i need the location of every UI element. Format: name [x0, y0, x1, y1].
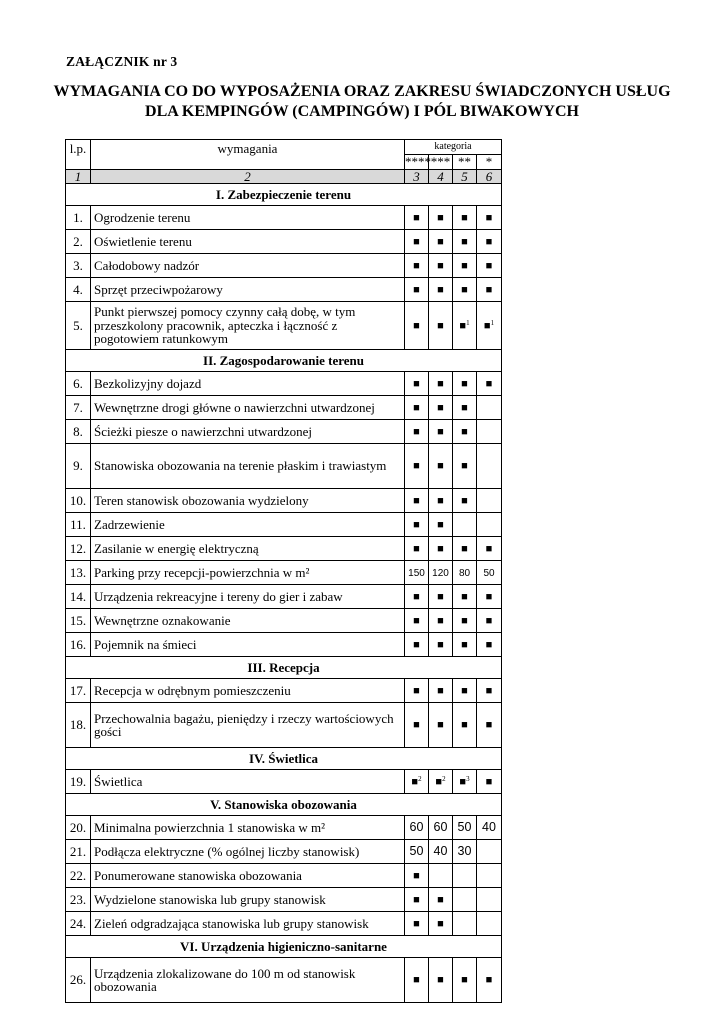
required-mark-icon: ■	[413, 283, 420, 296]
row-number: 10.	[66, 489, 91, 513]
category-cell	[453, 420, 477, 444]
required-mark-icon: ■	[437, 401, 444, 414]
category-cell	[429, 489, 453, 513]
category-cell	[453, 489, 477, 513]
category-cell	[477, 206, 502, 230]
required-mark-icon: ■	[413, 614, 420, 627]
table-row	[66, 489, 502, 513]
requirement-text: Stanowiska obozowania na terenie płaskim i trawiastym	[91, 444, 405, 489]
category-cell	[405, 633, 429, 657]
category-cell	[477, 254, 502, 278]
category-cell	[453, 770, 477, 794]
requirement-text: Zieleń odgradzająca stanowiska lub grupy stanowisk	[91, 912, 405, 936]
required-mark-icon: ■	[461, 283, 468, 296]
row-number: 3.	[66, 254, 91, 278]
required-mark-icon: ■	[437, 377, 444, 390]
footnote-ref: 1	[466, 318, 470, 327]
row-number: 23.	[66, 888, 91, 912]
category-cell	[453, 912, 477, 936]
col-lp-header: l.p.	[66, 140, 91, 170]
category-cell	[405, 840, 429, 864]
required-mark-icon: ■	[437, 283, 444, 296]
required-mark-icon: ■	[485, 638, 493, 651]
category-cell	[453, 816, 477, 840]
col-category-header: kategoria	[405, 140, 502, 155]
requirement-text: Oświetlenie terenu	[91, 230, 405, 254]
table-row	[66, 633, 502, 657]
requirement-text: Ponumerowane stanowiska obozowania	[91, 864, 405, 888]
category-cell	[453, 585, 477, 609]
category-cell	[477, 278, 502, 302]
category-cell	[429, 864, 453, 888]
col-num-5: 5	[453, 169, 477, 184]
category-cell	[453, 254, 477, 278]
required-mark-icon: ■	[437, 425, 444, 438]
requirement-text: Zasilanie w energię elektryczną	[91, 537, 405, 561]
table-row	[66, 444, 502, 489]
category-cell	[453, 537, 477, 561]
required-mark-icon: ■	[485, 590, 493, 603]
category-cell	[429, 912, 453, 936]
category-cell	[453, 679, 477, 703]
category-cell	[405, 206, 429, 230]
required-mark-icon: ■	[461, 638, 468, 651]
requirement-text: Wewnętrzne oznakowanie	[91, 609, 405, 633]
category-cell	[477, 302, 502, 350]
required-mark-icon: ■	[459, 775, 467, 788]
category-cell	[405, 864, 429, 888]
required-mark-icon: ■	[411, 775, 419, 788]
category-cell	[429, 302, 453, 350]
required-mark-icon: ■	[437, 917, 444, 930]
required-mark-icon: ■	[435, 775, 443, 788]
section-title: IV. Świetlica	[66, 748, 502, 770]
table-row	[66, 679, 502, 703]
category-cell	[405, 444, 429, 489]
table-row	[66, 206, 502, 230]
footnote-ref: 2	[442, 774, 446, 783]
category-cell	[477, 912, 502, 936]
table-row	[66, 230, 502, 254]
requirement-text: Świetlica	[91, 770, 405, 794]
section-header	[66, 794, 502, 816]
category-cell	[477, 513, 502, 537]
category-cell	[429, 770, 453, 794]
annex-label: ZAŁĄCZNIK nr 3	[66, 54, 178, 69]
table-row	[66, 888, 502, 912]
col-num-1: 1	[66, 169, 91, 184]
category-cell	[453, 958, 477, 1003]
category-cell	[429, 840, 453, 864]
required-mark-icon: ■	[413, 460, 420, 473]
requirement-text: Bezkolizyjny dojazd	[91, 372, 405, 396]
table-row	[66, 396, 502, 420]
category-cell	[405, 230, 429, 254]
category-cell	[429, 513, 453, 537]
row-number: 9.	[66, 444, 91, 489]
category-cell	[453, 206, 477, 230]
required-mark-icon: ■	[437, 542, 444, 555]
category-cell	[429, 278, 453, 302]
row-number: 15.	[66, 609, 91, 633]
required-mark-icon: ■	[413, 638, 420, 651]
category-cell	[477, 609, 502, 633]
row-number: 8.	[66, 420, 91, 444]
category-cell	[477, 770, 502, 794]
category-cell	[429, 444, 453, 489]
category-value: 50	[457, 820, 472, 835]
required-mark-icon: ■	[485, 614, 493, 627]
category-value: 40	[433, 844, 448, 859]
row-number: 1.	[66, 206, 91, 230]
col-num-6: 6	[477, 169, 502, 184]
required-mark-icon: ■	[461, 259, 468, 272]
category-cell	[477, 585, 502, 609]
table-row	[66, 816, 502, 840]
col-num-2: 2	[91, 169, 405, 184]
category-cell	[429, 633, 453, 657]
row-number: 26.	[66, 958, 91, 1003]
section-header	[66, 184, 502, 206]
row-number: 18.	[66, 703, 91, 748]
section-header	[66, 748, 502, 770]
table-row	[66, 864, 502, 888]
category-cell	[477, 703, 502, 748]
required-mark-icon: ■	[413, 259, 420, 272]
category-value: 30	[457, 844, 472, 859]
required-mark-icon: ■	[483, 319, 491, 332]
row-number: 12.	[66, 537, 91, 561]
category-cell	[405, 679, 429, 703]
category-cell	[405, 561, 429, 585]
category-cell	[429, 537, 453, 561]
category-cell	[405, 703, 429, 748]
requirement-text: Minimalna powierzchnia 1 stanowiska w m²	[91, 816, 405, 840]
category-cell	[429, 254, 453, 278]
requirement-text: Wewnętrzne drogi główne o nawierzchni utwardzonej	[91, 396, 405, 420]
requirement-text: Przechowalnia bagażu, pieniędzy i rzeczy wartościowych gości	[91, 703, 405, 748]
required-mark-icon: ■	[413, 235, 420, 248]
category-cell	[477, 372, 502, 396]
table-row	[66, 585, 502, 609]
category-cell	[453, 278, 477, 302]
required-mark-icon: ■	[461, 494, 468, 507]
required-mark-icon: ■	[413, 401, 420, 414]
required-mark-icon: ■	[461, 684, 468, 697]
table-row	[66, 840, 502, 864]
required-mark-icon: ■	[461, 974, 468, 987]
document-title: WYMAGANIA CO DO WYPOSAŻENIA ORAZ ZAKRESU ŚWIADCZONYCH USŁUG DLA KEMPINGÓW (CAMPINGÓW) I PÓL BIWAKOWYCH	[53, 83, 671, 120]
required-mark-icon: ■	[437, 893, 444, 906]
requirement-text: Zadrzewienie	[91, 513, 405, 537]
required-mark-icon: ■	[413, 518, 420, 531]
category-cell	[477, 489, 502, 513]
required-mark-icon: ■	[413, 425, 420, 438]
table-row	[66, 703, 502, 748]
row-number: 4.	[66, 278, 91, 302]
category-cell	[477, 840, 502, 864]
required-mark-icon: ■	[461, 719, 468, 732]
requirement-text: Ścieżki piesze o nawierzchni utwardzonej	[91, 420, 405, 444]
category-cell	[429, 816, 453, 840]
required-mark-icon: ■	[461, 211, 468, 224]
category-cell	[453, 864, 477, 888]
category-cell	[405, 513, 429, 537]
category-cell	[453, 396, 477, 420]
category-cell	[405, 816, 429, 840]
category-cell	[429, 585, 453, 609]
row-number: 21.	[66, 840, 91, 864]
required-mark-icon: ■	[413, 719, 420, 732]
category-cell	[453, 302, 477, 350]
category-cell	[405, 420, 429, 444]
category-cell	[405, 609, 429, 633]
required-mark-icon: ■	[485, 377, 493, 390]
category-cell	[477, 561, 502, 585]
category-cell	[405, 396, 429, 420]
category-value: 60	[409, 820, 424, 835]
category-cell	[477, 888, 502, 912]
category-cell	[405, 302, 429, 350]
star-2: **	[453, 155, 477, 170]
category-value: 60	[433, 820, 448, 835]
required-mark-icon: ■	[485, 684, 493, 697]
requirement-text: Parking przy recepcji-powierzchnia w m²	[91, 561, 405, 585]
row-number: 24.	[66, 912, 91, 936]
category-cell	[429, 372, 453, 396]
category-cell	[453, 633, 477, 657]
category-cell	[477, 537, 502, 561]
category-cell	[453, 561, 477, 585]
category-cell	[429, 230, 453, 254]
table-row	[66, 302, 502, 350]
requirement-text: Całodobowy nadzór	[91, 254, 405, 278]
section-header	[66, 350, 502, 372]
required-mark-icon: ■	[461, 401, 468, 414]
required-mark-icon: ■	[485, 719, 493, 732]
required-mark-icon: ■	[437, 494, 444, 507]
category-cell	[477, 396, 502, 420]
category-cell	[405, 958, 429, 1003]
requirement-text: Sprzęt przeciwpożarowy	[91, 278, 405, 302]
category-cell	[429, 679, 453, 703]
required-mark-icon: ■	[485, 235, 493, 248]
row-number: 5.	[66, 302, 91, 350]
category-cell	[453, 444, 477, 489]
requirement-text: Urządzenia rekreacyjne i tereny do gier i zabaw	[91, 585, 405, 609]
required-mark-icon: ■	[437, 319, 444, 332]
table-row	[66, 420, 502, 444]
required-mark-icon: ■	[437, 211, 444, 224]
category-cell	[477, 679, 502, 703]
required-mark-icon: ■	[461, 235, 468, 248]
row-number: 2.	[66, 230, 91, 254]
category-value: 50	[409, 844, 424, 859]
category-cell	[405, 372, 429, 396]
row-number: 6.	[66, 372, 91, 396]
row-number: 14.	[66, 585, 91, 609]
requirement-text: Pojemnik na śmieci	[91, 633, 405, 657]
section-header	[66, 936, 502, 958]
category-cell	[405, 254, 429, 278]
required-mark-icon: ■	[485, 283, 493, 296]
table-row	[66, 561, 502, 585]
required-mark-icon: ■	[437, 518, 444, 531]
required-mark-icon: ■	[437, 719, 444, 732]
star-1: *	[477, 155, 502, 170]
required-mark-icon: ■	[437, 638, 444, 651]
section-title: III. Recepcja	[66, 657, 502, 679]
requirement-text: Urządzenia zlokalizowane do 100 m od stanowisk obozowania	[91, 958, 405, 1003]
requirements-table	[65, 139, 502, 1003]
required-mark-icon: ■	[437, 590, 444, 603]
requirement-text: Punkt pierwszej pomocy czynny całą dobę, w tym przeszkolony pracownik, apteczka i łączność z pogotowiem ratunkowym	[91, 302, 405, 350]
category-cell	[477, 230, 502, 254]
required-mark-icon: ■	[413, 893, 420, 906]
row-number: 22.	[66, 864, 91, 888]
required-mark-icon: ■	[461, 425, 468, 438]
category-cell	[405, 770, 429, 794]
row-number: 16.	[66, 633, 91, 657]
col-req-header: wymagania	[91, 140, 405, 170]
table-row	[66, 912, 502, 936]
row-number: 20.	[66, 816, 91, 840]
footnote-ref: 1	[490, 318, 495, 327]
required-mark-icon: ■	[437, 460, 444, 473]
required-mark-icon: ■	[485, 775, 493, 788]
category-cell	[477, 444, 502, 489]
category-cell	[453, 513, 477, 537]
required-mark-icon: ■	[413, 684, 420, 697]
category-value: 80	[458, 567, 471, 579]
required-mark-icon: ■	[413, 869, 420, 882]
required-mark-icon: ■	[413, 917, 420, 930]
category-cell	[405, 585, 429, 609]
category-cell	[429, 958, 453, 1003]
section-title: II. Zagospodarowanie terenu	[66, 350, 502, 372]
category-cell	[477, 420, 502, 444]
requirement-text: Wydzielone stanowiska lub grupy stanowisk	[91, 888, 405, 912]
row-number: 17.	[66, 679, 91, 703]
required-mark-icon: ■	[413, 319, 420, 332]
requirement-text: Ogrodzenie terenu	[91, 206, 405, 230]
star-3: ***	[429, 155, 453, 170]
table-row	[66, 372, 502, 396]
category-cell	[405, 912, 429, 936]
section-header	[66, 657, 502, 679]
category-cell	[405, 888, 429, 912]
table-row	[66, 278, 502, 302]
required-mark-icon: ■	[413, 377, 420, 390]
category-cell	[477, 633, 502, 657]
section-title: VI. Urządzenia higieniczno-sanitarne	[66, 936, 502, 958]
category-cell	[477, 864, 502, 888]
category-cell	[453, 372, 477, 396]
required-mark-icon: ■	[485, 542, 493, 555]
required-mark-icon: ■	[413, 542, 420, 555]
required-mark-icon: ■	[459, 319, 467, 332]
table-row	[66, 254, 502, 278]
category-cell	[453, 888, 477, 912]
section-title: V. Stanowiska obozowania	[66, 794, 502, 816]
category-cell	[405, 489, 429, 513]
table-header-row	[66, 140, 502, 155]
required-mark-icon: ■	[437, 235, 444, 248]
category-cell	[405, 278, 429, 302]
required-mark-icon: ■	[485, 259, 493, 272]
category-cell	[429, 396, 453, 420]
required-mark-icon: ■	[461, 590, 468, 603]
row-number: 7.	[66, 396, 91, 420]
footnote-ref: 3	[466, 774, 470, 783]
category-cell	[453, 609, 477, 633]
required-mark-icon: ■	[461, 460, 468, 473]
required-mark-icon: ■	[461, 542, 468, 555]
category-cell	[429, 561, 453, 585]
required-mark-icon: ■	[437, 684, 444, 697]
category-cell	[477, 816, 502, 840]
category-cell	[429, 703, 453, 748]
category-cell	[405, 537, 429, 561]
required-mark-icon: ■	[437, 259, 444, 272]
required-mark-icon: ■	[413, 974, 420, 987]
row-number: 13.	[66, 561, 91, 585]
table-row	[66, 958, 502, 1003]
required-mark-icon: ■	[485, 974, 493, 987]
col-num-4: 4	[429, 169, 453, 184]
category-cell	[477, 958, 502, 1003]
required-mark-icon: ■	[461, 377, 468, 390]
row-number: 11.	[66, 513, 91, 537]
required-mark-icon: ■	[413, 211, 420, 224]
category-cell	[453, 840, 477, 864]
table-row	[66, 609, 502, 633]
category-value: 150	[408, 567, 425, 579]
category-value: 120	[432, 567, 449, 579]
row-number: 19.	[66, 770, 91, 794]
table-row	[66, 537, 502, 561]
category-cell	[429, 609, 453, 633]
category-cell	[429, 420, 453, 444]
star-4: ****	[405, 154, 431, 169]
category-cell	[453, 230, 477, 254]
required-mark-icon: ■	[485, 211, 493, 224]
category-cell	[453, 703, 477, 748]
requirement-text: Teren stanowisk obozowania wydzielony	[91, 489, 405, 513]
category-cell	[429, 888, 453, 912]
required-mark-icon: ■	[413, 494, 420, 507]
col-num-3: 3	[405, 169, 429, 184]
required-mark-icon: ■	[413, 590, 420, 603]
table-row	[66, 513, 502, 537]
section-title: I. Zabezpieczenie terenu	[66, 184, 502, 206]
requirement-text: Recepcja w odrębnym pomieszczeniu	[91, 679, 405, 703]
category-cell	[429, 206, 453, 230]
required-mark-icon: ■	[461, 614, 468, 627]
required-mark-icon: ■	[437, 974, 444, 987]
category-value: 40	[482, 820, 496, 835]
category-value: 50	[483, 567, 495, 579]
required-mark-icon: ■	[437, 614, 444, 627]
footnote-ref: 2	[418, 774, 422, 783]
column-numbers-row	[66, 169, 502, 184]
requirement-text: Podłącza elektryczne (% ogólnej liczby stanowisk)	[91, 840, 405, 864]
table-row	[66, 770, 502, 794]
